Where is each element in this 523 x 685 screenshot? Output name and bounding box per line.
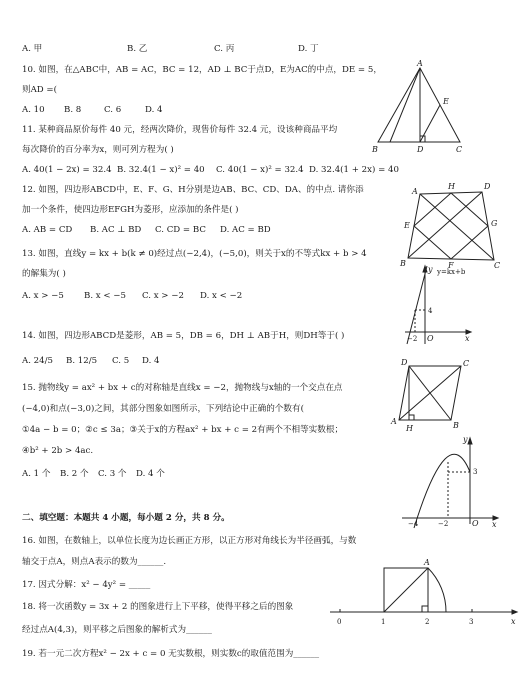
q10-label-d: D	[417, 145, 424, 154]
q11-option-c: C. 40(1 − x)² = 32.4	[216, 165, 304, 175]
q15-label-neg2: −2	[438, 520, 449, 528]
q14-label-a: A	[391, 417, 397, 426]
q16-tick-2: 2	[425, 618, 430, 626]
q13-stem-2: 的解集为( )	[22, 269, 66, 279]
q16-label-x: x	[511, 617, 516, 626]
q19-stem: 19. 若一元二次方程x² − 2x + c = 0 无实数根，则实数c的取值范围为______	[22, 649, 320, 659]
q12-label-h: H	[448, 182, 455, 191]
q12-option-b: B. AC ⊥ BD	[90, 225, 142, 235]
q15-label-three: 3	[473, 468, 478, 476]
q14-label-d: D	[401, 358, 408, 367]
q12-label-a: A	[412, 187, 418, 196]
q14-option-c: C. 5	[112, 356, 130, 366]
q12-label-e: E	[404, 221, 410, 230]
q15-stem-3: ①4a − b = 0；②c ≤ 3a；③关于x的方程ax² + bx + c = 2有两个不相等实数根；	[22, 425, 344, 435]
q15-stem: 15. 抛物线y = ax² + bx + c的对称轴是直线x = −2，抛物线与x轴的一个交点在点	[22, 383, 343, 393]
q16-tick-3: 3	[469, 618, 474, 626]
q15-option-a: A. 1 个	[22, 469, 51, 479]
q9-option-d: D. 丁	[298, 44, 319, 54]
q14-option-d: D. 4	[142, 356, 160, 366]
q11-stem: 11. 某种商品原价每件 40 元，经两次降价，现售价每件 32.4 元，设该种商品平均	[22, 125, 338, 135]
q16-label-a: A	[424, 558, 430, 567]
q13-option-c: C. x > −2	[142, 291, 184, 301]
q10-label-e: E	[443, 97, 449, 106]
q10-label-c: C	[456, 145, 463, 154]
section-fill-in-heading: 二、填空题：本题共 4 小题，每小题 2 分，共 8 分。	[22, 513, 230, 523]
q15-option-b: B. 2 个	[60, 469, 89, 479]
q15-label-o: O	[472, 519, 479, 528]
q16-stem: 16. 如图，在数轴上，以单位长度为边长画正方形，以正方形对角线长为半径画弧，与数	[22, 536, 357, 546]
q9-option-a: A. 甲	[22, 44, 43, 54]
q13-line-graph-figure	[395, 262, 475, 346]
q12-stem-2: 加一个条件，使四边形EFGH为菱形，应添加的条件是( )	[22, 205, 239, 215]
q16-number-line-figure	[328, 556, 521, 634]
q10-option-a: A. 10	[22, 105, 45, 115]
q13-label-x: x	[465, 334, 470, 343]
q12-option-a: A. AB = CD	[22, 225, 73, 235]
q18-stem-2: 经过点A(4,3)，则平移之后图象的解析式为______	[22, 625, 212, 635]
q13-label-o: O	[427, 334, 434, 343]
q9-option-b: B. 乙	[127, 44, 148, 54]
q14-stem: 14. 如图，四边形ABCD是菱形，AB = 5，DB = 6，DH ⊥ AB于H，则DH等于( )	[22, 331, 345, 341]
q12-stem: 12. 如图，四边形ABCD中，E、F、G、H分别是边AB、BC、CD、DA、的中点. 请你添	[22, 185, 364, 195]
q10-option-d: D. 4	[145, 105, 163, 115]
q15-label-x: x	[492, 520, 497, 529]
q12-option-c: C. CD = BC	[155, 225, 206, 235]
q10-stem-2: 则AD =(	[22, 85, 57, 95]
q12-option-d: D. AC = BD	[220, 225, 271, 235]
q12-quadrilateral-figure	[400, 180, 500, 270]
q14-rhombus-figure	[391, 358, 475, 434]
q10-option-b: B. 8	[64, 105, 82, 115]
q14-option-a: A. 24/5	[22, 356, 53, 366]
q12-label-d: D	[484, 182, 491, 191]
q10-triangle-figure	[370, 58, 470, 154]
q18-stem: 18. 将一次函数y = 3x + 2 的图象进行上下平移，使得平移之后的图象	[22, 602, 294, 612]
q12-label-f: F	[448, 261, 454, 270]
q15-stem-2: (−4,0)和点(−3,0)之间，其部分图象如图所示，下列结论中正确的个数有(	[22, 404, 304, 414]
q16-stem-2: 轴交于点A，则点A表示的数为______.	[22, 557, 167, 567]
q15-option-d: D. 4 个	[136, 469, 165, 479]
q13-label-y: y	[428, 265, 433, 274]
q15-option-c: C. 3 个	[98, 469, 127, 479]
q13-label-line: y=kx+b	[437, 268, 466, 276]
q12-label-g: G	[491, 219, 498, 228]
q9-option-c: C. 丙	[214, 44, 235, 54]
q11-option-b: B. 32.4(1 − x)² = 40	[117, 165, 205, 175]
q15-label-y: y	[463, 435, 468, 444]
q13-option-d: D. x < −2	[200, 291, 243, 301]
q17-stem: 17. 因式分解：x² − 4y² = _____	[22, 580, 151, 590]
q16-tick-0: 0	[337, 618, 342, 626]
q15-label-neg4: −4	[408, 520, 419, 528]
q13-option-b: B. x < −5	[84, 291, 126, 301]
q14-option-b: B. 12/5	[66, 356, 98, 366]
q10-label-a: A	[417, 59, 423, 68]
q13-option-a: A. x > −5	[22, 291, 64, 301]
q11-option-a: A. 40(1 − 2x) = 32.4	[22, 165, 112, 175]
q13-stem: 13. 如图，直线y = kx + b(k ≠ 0)经过点(−2,4)，(−5,0)，则关于x的不等式kx + b > 4	[22, 249, 367, 259]
q16-tick-1: 1	[381, 618, 386, 626]
q15-parabola-figure	[400, 436, 500, 528]
q10-option-c: C. 6	[104, 105, 122, 115]
q15-stem-4: ④b² + 2b > 4ac.	[22, 446, 94, 456]
q13-label-neg2: −2	[407, 335, 418, 343]
q10-label-b: B	[372, 145, 378, 154]
q14-label-b: B	[453, 421, 459, 430]
q14-label-h: H	[406, 424, 413, 433]
q12-label-b: B	[400, 259, 406, 268]
q11-option-d: D. 32.4(1 + 2x) = 40	[309, 165, 399, 175]
q10-stem: 10. 如图，在△ABC中，AB = AC，BC = 12，AD ⊥ BC于点D，E为AC的中点，DE = 5，	[22, 65, 382, 75]
q13-label-four: 4	[428, 307, 433, 315]
q14-label-c: C	[463, 359, 470, 368]
q11-stem-2: 每次降价的百分率为x，则可列方程为( )	[22, 145, 174, 155]
q12-label-c: C	[494, 261, 501, 270]
